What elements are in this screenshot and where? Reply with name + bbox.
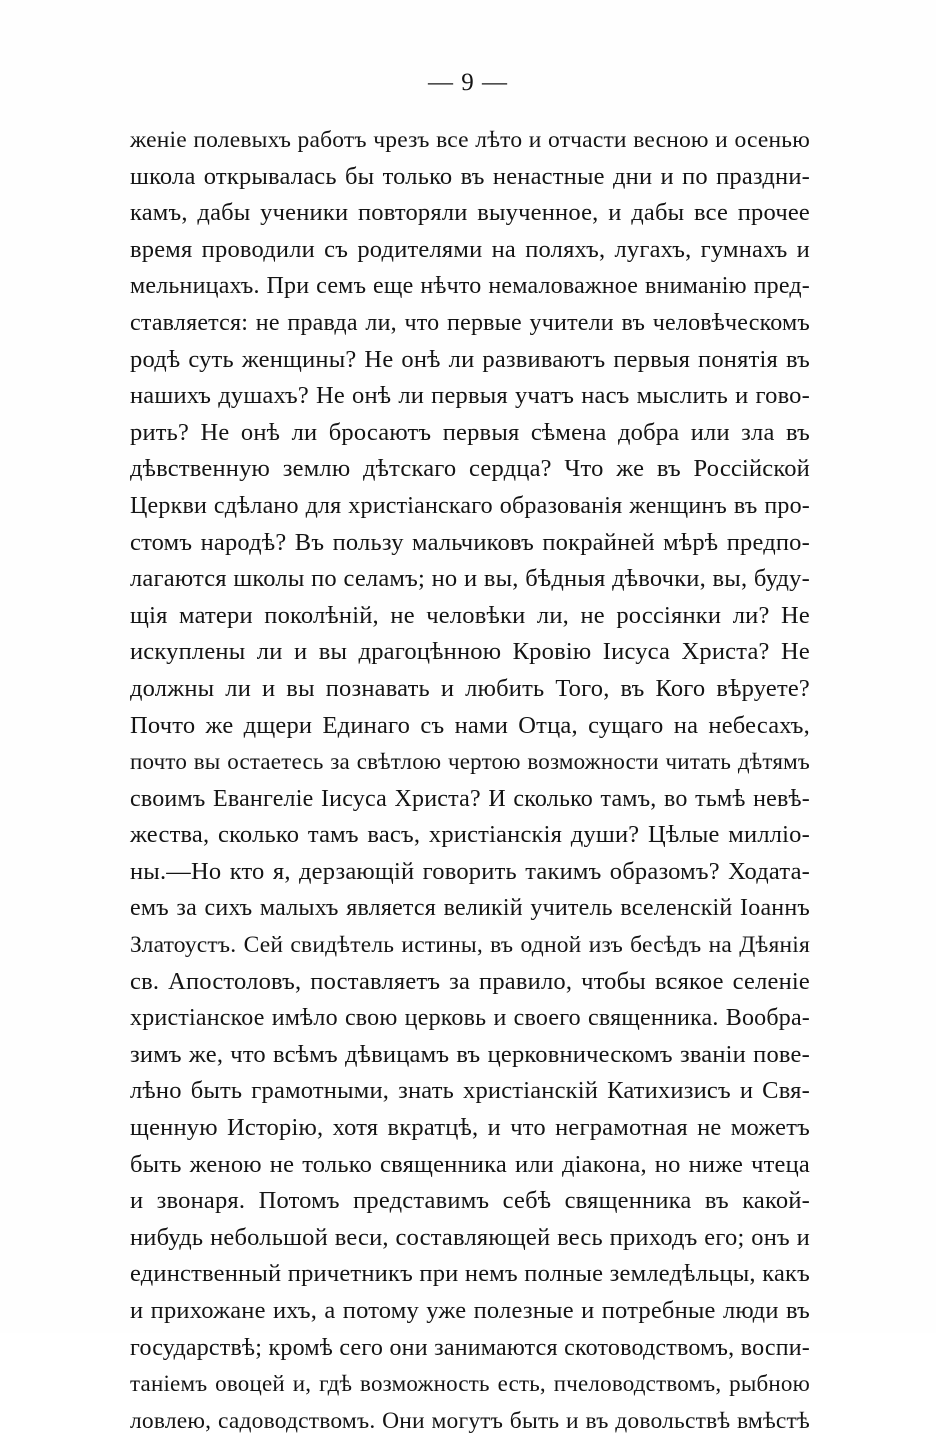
- text-line: почто вы остаетесь за свѣтлою чертою возможности читать дѣтямъ: [130, 749, 810, 775]
- text-line: христіанское имѣло свою церковь и своего священника. Вообра-: [130, 1005, 810, 1032]
- text-line: зимъ же, что всѣмъ дѣвицамъ въ церковническомъ званіи пове-: [130, 1040, 810, 1068]
- text-line: щія матери поколѣній, не человѣки ли, не россіянки ли? Не: [130, 601, 810, 629]
- text-line: нашихъ душахъ? Не онѣ ли первыя учатъ насъ мыслить и гово-: [130, 382, 810, 410]
- text-line: единственный причетникъ при немъ полные земледѣльцы, какъ: [130, 1260, 810, 1288]
- text-line: Почто же дщери Единаго съ нами Отца, сущаго на небесахъ,: [130, 711, 810, 739]
- text-line: стомъ народѣ? Въ пользу мальчиковъ покрайней мѣрѣ предпо-: [130, 528, 810, 556]
- text-line: дѣвственную землю дѣтскаго сердца? Что же въ Россійской: [130, 455, 810, 483]
- text-line: ловлею, садоводствомъ. Они могутъ быть и въ довольствѣ вмѣстѣ: [130, 1407, 810, 1434]
- text-line: государствѣ; кромѣ сего они занимаются скотоводствомъ, воспи-: [130, 1334, 810, 1361]
- text-line: Златоустъ. Сей свидѣтель истины, въ одной изъ бесѣдъ на Дѣянія: [130, 932, 810, 959]
- text-line: должны ли и вы познавать и любить Того, въ Кого вѣруете?: [130, 674, 810, 702]
- text-line: и прихожане ихъ, а потому уже полезные и потребные люди въ: [130, 1297, 810, 1324]
- text-line: емъ за сихъ малыхъ является великій учитель вселенскій Іоаннъ: [130, 895, 810, 922]
- text-line: родѣ суть женщины? Не онѣ ли развиваютъ первыя понятія въ: [130, 345, 810, 373]
- text-line: св. Апостоловъ, поставляетъ за правило, чтобы всякое селеніе: [130, 967, 810, 995]
- page-number: — 9 —: [428, 69, 508, 96]
- text-line: быть женою не только священника или діакона, но ниже чтеца: [130, 1150, 810, 1178]
- text-line: щенную Исторію, хотя вкратцѣ, и что неграмотная не можетъ: [130, 1114, 810, 1142]
- text-line: школа открывалась бы только въ ненастные дни и по праздни-: [130, 162, 810, 190]
- text-line: Церкви сдѣлано для христіанскаго образованія женщинъ въ про-: [130, 492, 810, 519]
- body-text: [130, 122, 810, 1439]
- text-line: женіе полевыхъ работъ чрезъ все лѣто и отчасти весною и осенью: [130, 127, 810, 153]
- text-line: камъ, дабы ученики повторяли выученное, и дабы все прочее: [130, 199, 810, 227]
- text-line: лагаются школы по селамъ; но и вы, бѣдныя дѣвочки, вы, буду-: [130, 565, 810, 593]
- text-line: время проводили съ родителями на поляхъ, лугахъ, гумнахъ и: [130, 235, 810, 263]
- text-line: жества, сколько тамъ васъ, христіанскія души? Цѣлые милліо-: [130, 821, 810, 849]
- text-line: рить? Не онѣ ли бросаютъ первыя сѣмена добра или зла въ: [130, 418, 810, 446]
- text-line: ставляется: не правда ли, что первые учители въ человѣческомъ: [130, 309, 810, 336]
- text-line: своимъ Евангеліе Іисуса Христа? И сколько тамъ, во тьмѣ невѣ-: [130, 785, 810, 812]
- text-line: таніемъ овоцей и, гдѣ возможность есть, пчеловодствомъ, рыбною: [130, 1371, 810, 1397]
- text-line: мельницахъ. При семъ еще нѣчто немаловажное вниманію пред-: [130, 273, 810, 300]
- text-line: и звонаря. Потомъ представимъ себѣ священника въ какой-: [130, 1187, 810, 1215]
- text-line: ны.—Но кто я, дерзающій говорить такимъ образомъ? Ходата-: [130, 857, 810, 885]
- text-line: нибудь небольшой веси, составляющей весь приходъ его; онъ и: [130, 1223, 810, 1251]
- text-line: искуплены ли и вы драгоцѣнною Кровію Іисуса Христа? Не: [130, 638, 810, 666]
- text-line: лѣно быть грамотными, знать христіанскій Катихизисъ и Свя-: [130, 1077, 810, 1105]
